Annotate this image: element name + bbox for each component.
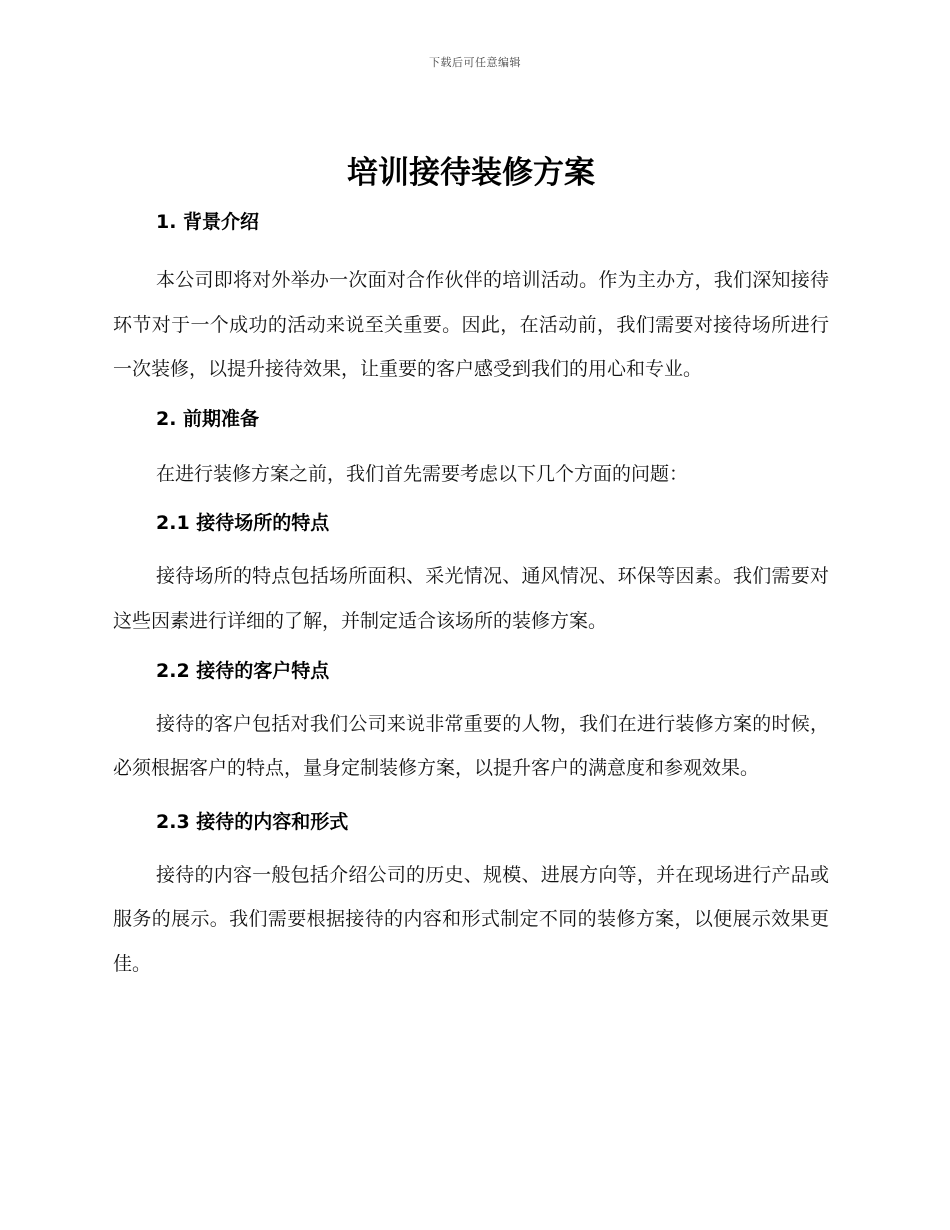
section-heading-client-features: 2.2 接待的客户特点 <box>156 659 330 682</box>
section-paragraph-content-format: 接待的内容一般包括介绍公司的历史、规模、进展方向等，并在现场进行产品或服务的展示。我们需要根据接待的内容和形式制定不同的装修方案，以便展示效果更佳。 <box>113 863 829 975</box>
section-heading-content-format: 2.3 接待的内容和形式 <box>156 810 349 833</box>
section-paragraph-background: 本公司即将对外举办一次面对合作伙伴的培训活动。作为主办方，我们深知接待环节对于一个成功的活动来说至关重要。因此，在活动前，我们需要对接待场所进行一次装修，以提升接待效果，让重要的客户感受到我们的用心和专业。 <box>113 269 829 381</box>
section-paragraph-preparation: 在进行装修方案之前，我们首先需要考虑以下几个方面的问题： <box>156 462 689 485</box>
document-body <box>113 150 829 987</box>
header-note: 下载后可任意编辑 <box>429 56 521 69</box>
section-heading-venue-features: 2.1 接待场所的特点 <box>156 512 330 535</box>
section-heading-preparation: 2. 前期准备 <box>156 407 260 430</box>
document-title: 培训接待装修方案 <box>347 155 595 191</box>
section-heading-background: 1. 背景介绍 <box>156 211 260 233</box>
section-paragraph-venue-features: 接待场所的特点包括场所面积、采光情况、通风情况、环保等因素。我们需要对这些因素进行详细的了解，并制定适合该场所的装修方案。 <box>113 565 829 632</box>
section-paragraph-client-features: 接待的客户包括对我们公司来说非常重要的人物，我们在进行装修方案的时候，必须根据客户的特点，量身定制装修方案，以提升客户的满意度和参观效果。 <box>113 712 829 780</box>
